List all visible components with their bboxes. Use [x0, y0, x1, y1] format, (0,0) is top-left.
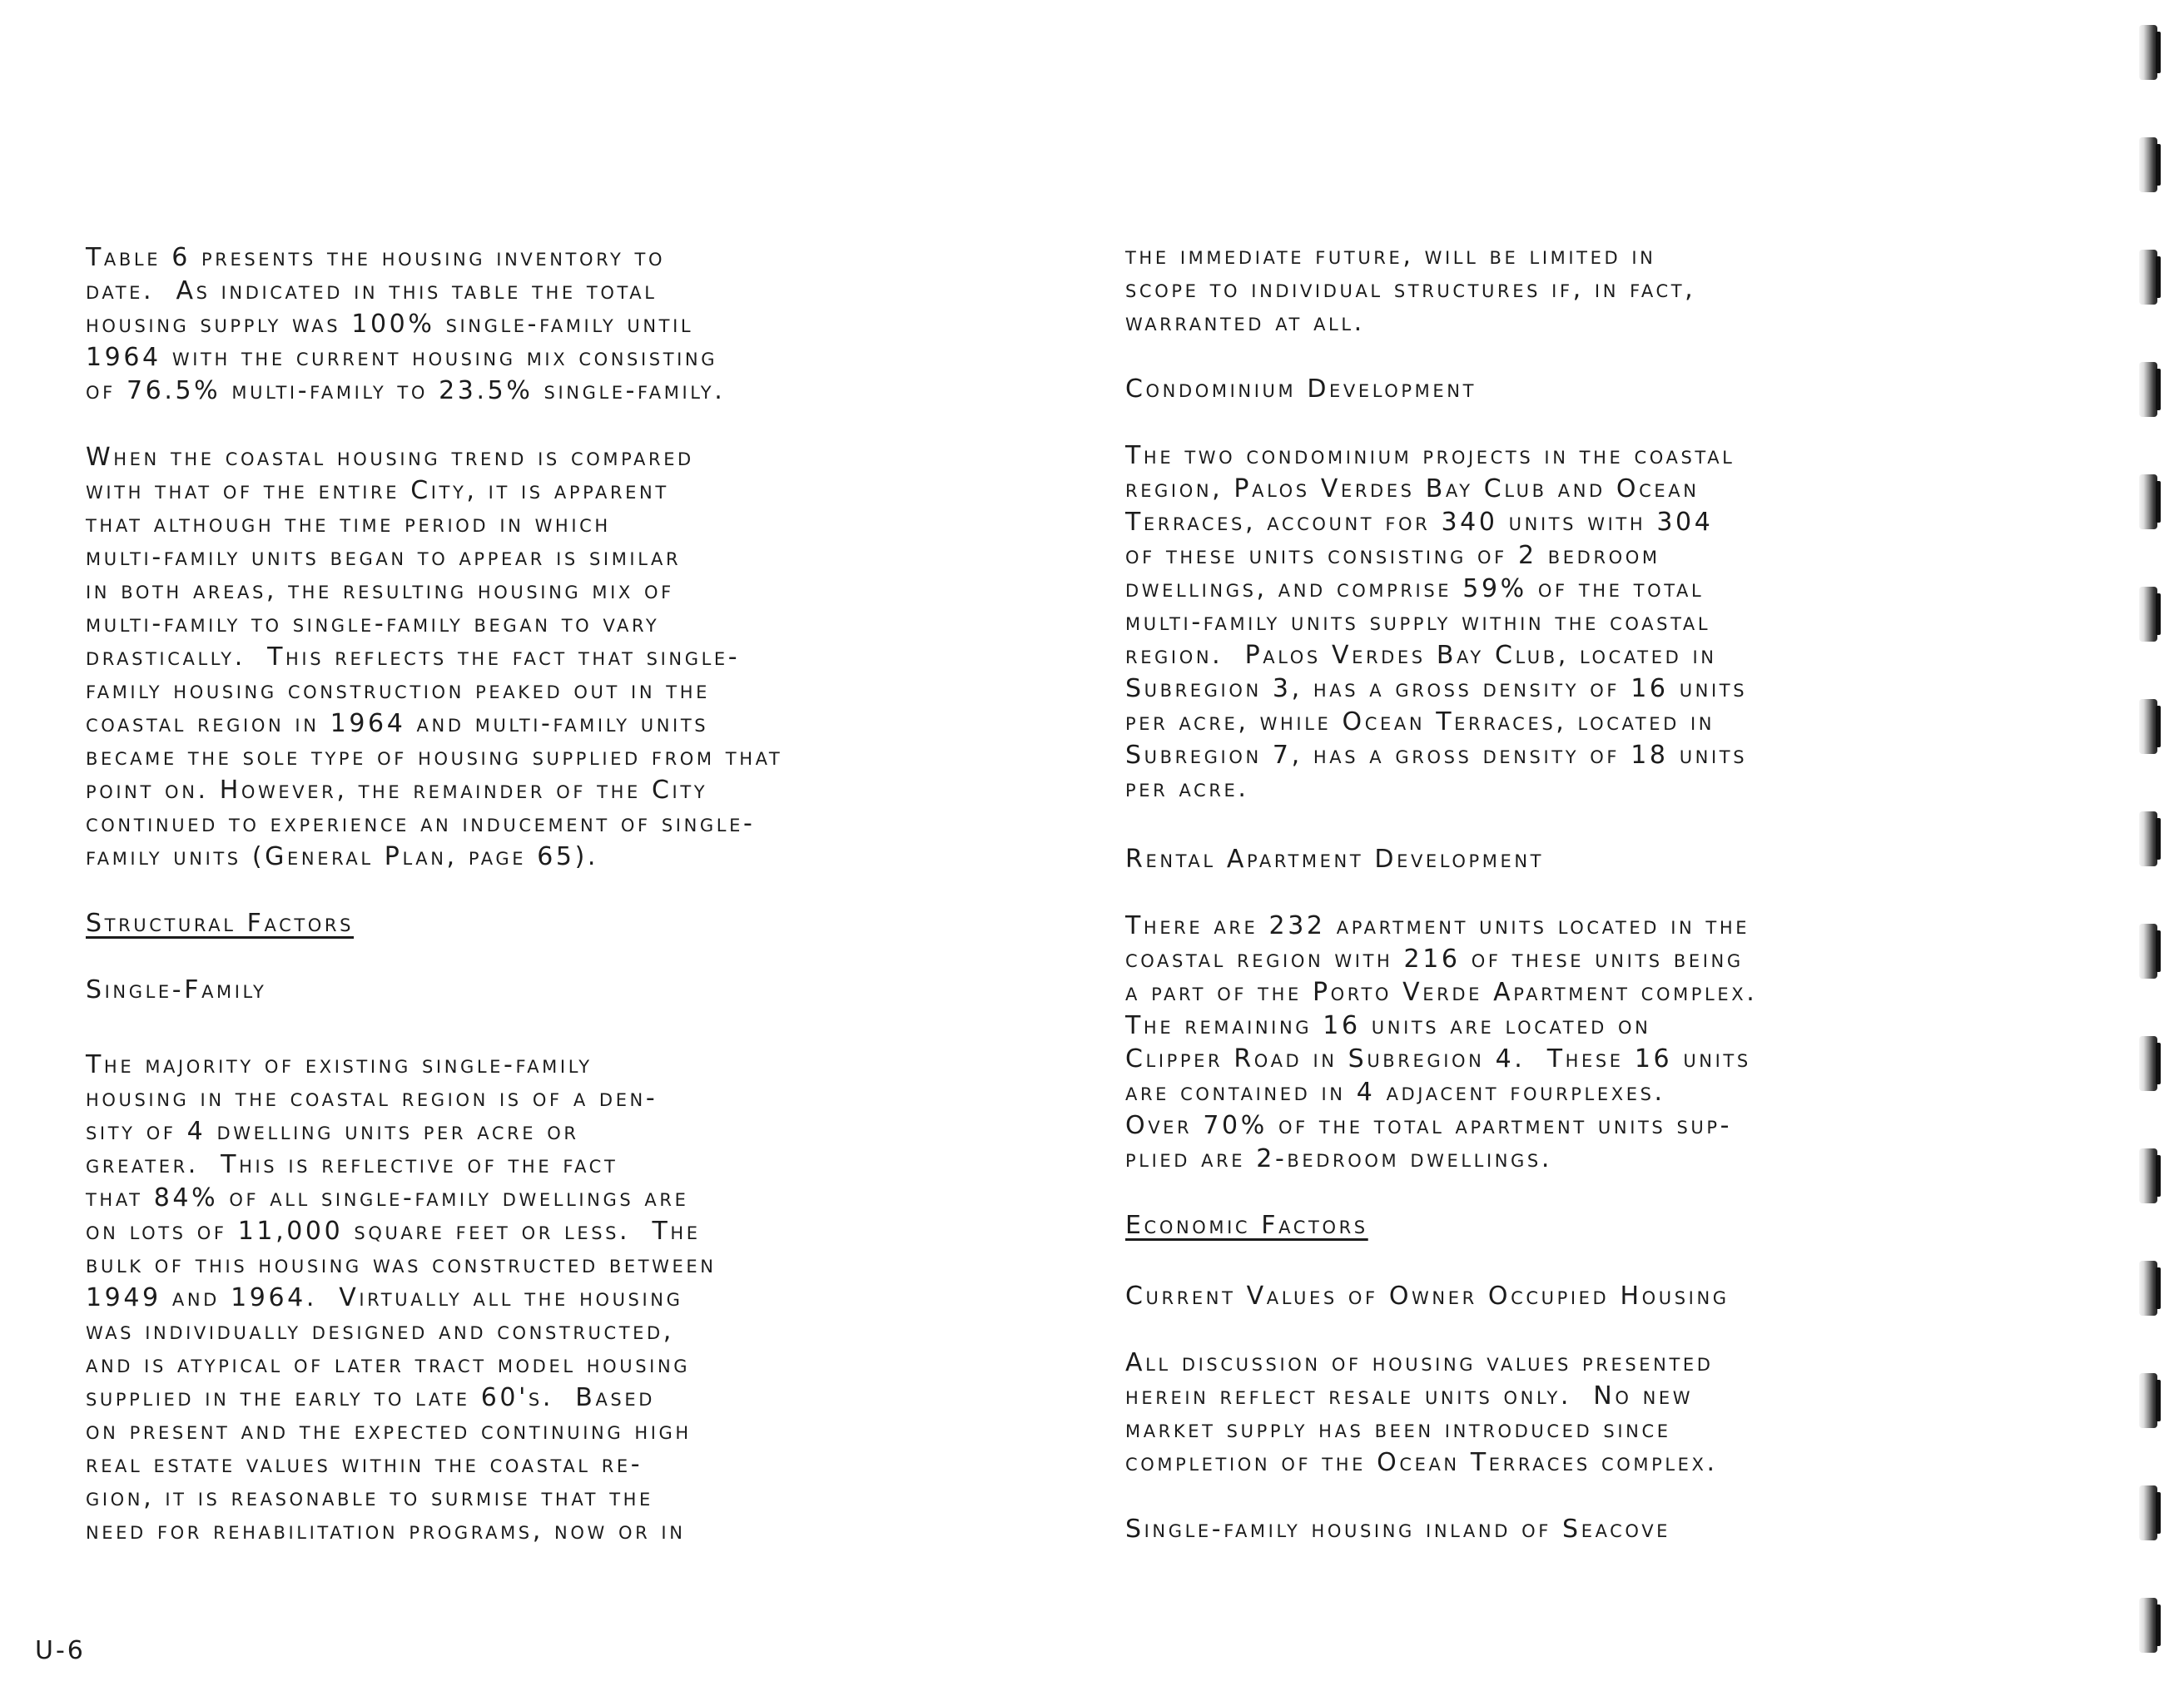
body-text-line: that although the time period in which — [86, 509, 611, 538]
body-text-line: dwellings, and comprise 59% of the total — [1125, 574, 1705, 603]
binding-ring — [2139, 811, 2157, 866]
body-text-line: scope to individual structures if, in fact, — [1125, 275, 1696, 304]
body-text-line: coastal region in 1964 and multi-family units — [86, 709, 709, 738]
binding-ring — [2139, 1598, 2157, 1653]
section-heading-structural-factors: Structural Factors — [86, 909, 355, 938]
body-text-line: completion of the Ocean Terraces complex. — [1125, 1448, 1718, 1477]
body-text-line: Over 70% of the total apartment units sup- — [1125, 1111, 1733, 1140]
body-text-line: became the sole type of housing supplied from that — [86, 742, 783, 771]
section-heading-economic-factors: Economic Factors — [1125, 1211, 1368, 1240]
body-text-line: housing supply was 100% single-family until — [86, 310, 694, 339]
body-text-line: the immediate future, will be limited in — [1125, 241, 1656, 270]
binding-ring — [2139, 1148, 2157, 1203]
body-text-line: The majority of existing single-family — [86, 1050, 593, 1079]
subheading-single-family: Single-Family — [86, 975, 267, 1004]
binding-ring — [2139, 924, 2157, 979]
body-text-line: Table 6 presents the housing inventory to — [86, 243, 666, 272]
body-text-line: drastically. This reflects the fact that single- — [86, 642, 741, 672]
body-text-line: are contained in 4 adjacent fourplexes. — [1125, 1078, 1665, 1107]
binding-ring — [2139, 1485, 2157, 1540]
body-text-line: There are 232 apartment units located in the — [1125, 911, 1750, 940]
body-text-line: per acre, while Ocean Terraces, located in — [1125, 707, 1715, 736]
body-text-line: 1964 with the current housing mix consisting — [86, 343, 718, 372]
body-text-line: real estate values within the coastal re- — [86, 1450, 643, 1479]
binding-ring — [2139, 1036, 2157, 1091]
page-number: U-6 — [35, 1636, 86, 1665]
body-text-line: market supply has been introduced since — [1125, 1415, 1671, 1444]
binding-ring — [2139, 137, 2157, 192]
body-text-line: sity of 4 dwelling units per acre or — [86, 1117, 579, 1146]
binding-ring — [2139, 587, 2157, 642]
body-text-line: multi-family units began to appear is similar — [86, 543, 682, 572]
body-text-line: family units (General Plan, page 65). — [86, 842, 599, 871]
binding-ring — [2139, 25, 2157, 80]
body-text-line: that 84% of all single-family dwellings are — [86, 1183, 689, 1213]
subheading-current-values: Current Values of Owner Occupied Housing — [1125, 1282, 1730, 1311]
binding-ring — [2139, 250, 2157, 305]
body-text-line: point on. However, the remainder of the City — [86, 776, 708, 805]
body-text-line: herein reflect resale units only. No new — [1125, 1381, 1694, 1411]
body-text-line: 1949 and 1964. Virtually all the housing — [86, 1283, 683, 1312]
body-text-line: per acre. — [1125, 774, 1249, 803]
body-text-line: in both areas, the resulting housing mix of — [86, 576, 674, 605]
body-text-line: multi-family units supply within the coastal — [1125, 608, 1711, 637]
body-text-line: region, Palos Verdes Bay Club and Ocean — [1125, 474, 1700, 503]
binding-ring — [2139, 362, 2157, 417]
body-text-line: of 76.5% multi-family to 23.5% single-family. — [86, 376, 726, 405]
body-text-line: on lots of 11,000 square feet or less. The — [86, 1217, 701, 1246]
body-text-line: Terraces, account for 340 units with 304 — [1125, 508, 1714, 537]
body-text-line: Clipper Road in Subregion 4. These 16 units — [1125, 1044, 1751, 1074]
body-text-line: warranted at all. — [1125, 308, 1365, 337]
body-text-line: When the coastal housing trend is compared — [86, 443, 694, 472]
body-text-line: Subregion 3, has a gross density of 16 units — [1125, 674, 1748, 703]
body-text-line: with that of the entire City, it is apparent — [86, 476, 669, 505]
body-text-line: need for rehabilitation programs, now or in — [86, 1516, 686, 1545]
body-text-line: continued to experience an inducement of single- — [86, 809, 756, 838]
body-text-line: greater. This is reflective of the fact — [86, 1150, 618, 1179]
body-text-line: housing in the coastal region is of a den- — [86, 1084, 658, 1113]
spiral-binding — [2131, 0, 2184, 1706]
subheading-condominium-development: Condominium Development — [1125, 374, 1477, 404]
subheading-rental-apartment-development: Rental Apartment Development — [1125, 845, 1545, 874]
binding-ring — [2139, 699, 2157, 754]
body-text-line: coastal region with 216 of these units being — [1125, 945, 1744, 974]
body-text-line: of these units consisting of 2 bedroom — [1125, 541, 1660, 570]
body-text-line: a part of the Porto Verde Apartment complex. — [1125, 978, 1758, 1007]
body-text-line: supplied in the early to late 60's. Based — [86, 1383, 655, 1412]
body-text-line: was individually designed and constructed, — [86, 1317, 674, 1346]
body-text-line: bulk of this housing was constructed between — [86, 1250, 717, 1279]
body-text-line: The remaining 16 units are located on — [1125, 1011, 1651, 1040]
binding-ring — [2139, 1261, 2157, 1316]
body-text-line: All discussion of housing values presented — [1125, 1348, 1714, 1377]
body-text-line: gion, it is reasonable to surmise that the — [86, 1483, 653, 1512]
body-text-line: multi-family to single-family began to vary — [86, 609, 660, 638]
body-text-line: family housing construction peaked out in the — [86, 676, 710, 705]
binding-ring — [2139, 474, 2157, 529]
body-text-line: Subregion 7, has a gross density of 18 units — [1125, 741, 1748, 770]
body-text-line: plied are 2-bedroom dwellings. — [1125, 1144, 1552, 1173]
body-text-line: and is atypical of later tract model housing — [86, 1350, 691, 1379]
body-text-line: on present and the expected continuing high — [86, 1416, 692, 1446]
body-text-line: region. Palos Verdes Bay Club, located in — [1125, 641, 1717, 670]
body-text-line: date. As indicated in this table the total — [86, 276, 658, 305]
binding-ring — [2139, 1373, 2157, 1428]
body-text-line: Single-family housing inland of Seacove — [1125, 1515, 1671, 1544]
body-text-line: The two condominium projects in the coastal — [1125, 441, 1735, 470]
